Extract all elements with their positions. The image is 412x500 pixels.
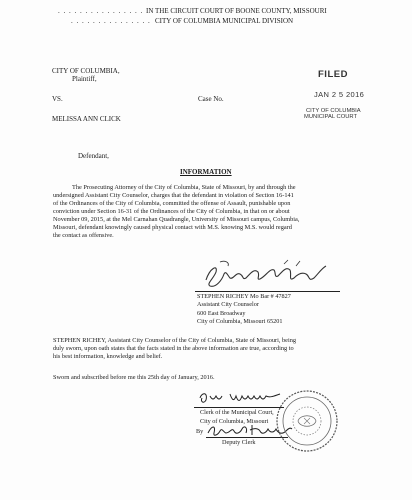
- attorney-title: Assistant City Counselor: [197, 301, 259, 308]
- vs-label: VS.: [52, 95, 63, 103]
- body-line: November 09, 2015, at the Mel Carnahan Quadrangle, University of Missouri campus, Columbia,: [53, 216, 300, 223]
- defendant-name: MELISSA ANN CLICK: [52, 115, 121, 123]
- stamp-court-line1: CITY OF COLUMBIA: [306, 108, 361, 114]
- body-line: conviction under Section 16-31 of the Ordinances of the City of Columbia, in that on or about: [53, 208, 290, 215]
- filed-date: JAN 2 5 2016: [314, 90, 365, 99]
- verification-line: his best information, knowledge and belief.: [53, 353, 163, 360]
- plaintiff-role: Plaintiff,: [72, 75, 97, 83]
- signature-line: [195, 291, 340, 292]
- court-name: IN THE CIRCUIT COURT OF BOONE COUNTY, MISSOURI: [146, 7, 327, 15]
- court-division: CITY OF COLUMBIA MUNICIPAL DIVISION: [155, 17, 294, 25]
- clerk-signature-line: [194, 407, 284, 408]
- attorney-address1: 600 East Broadway: [197, 310, 246, 317]
- clerk-by: By: [196, 428, 204, 435]
- defendant-role: Defendant,: [78, 152, 109, 160]
- sworn-statement: Sworn and subscribed before me this 25th day of January, 2016.: [53, 374, 215, 381]
- plaintiff-name: CITY OF COLUMBIA,: [52, 67, 120, 75]
- body-line: The Prosecuting Attorney of the City of Columbia, State of Missouri, by and through the: [72, 184, 296, 191]
- prosecutor-signature: [200, 258, 330, 290]
- verification-line: duly sworn, upon oath states that the facts stated in the above information are true, according to: [53, 345, 294, 352]
- clerk-line2: City of Columbia, Missouri: [200, 418, 269, 425]
- clerk-signature: [196, 388, 286, 408]
- body-line: of the Ordinances of the City of Columbia, committed the offense of Assault, punishable upon: [53, 200, 291, 207]
- case-no-label: Case No.: [198, 95, 224, 103]
- attorney-address2: City of Columbia, Missouri 65201: [197, 318, 283, 325]
- header-dots: . . . . . . . . . . . . . . . .: [58, 7, 144, 15]
- header-dots: . . . . . . . . . . . . . . .: [71, 17, 151, 25]
- filed-stamp: FILED: [318, 69, 348, 80]
- court-seal: [274, 388, 340, 454]
- body-line: the contact as offensive.: [53, 232, 114, 239]
- verification-line: STEPHEN RICHEY, Assistant City Counselor of the City of Columbia, State of Missouri, being: [53, 337, 297, 344]
- stamp-court-line2: MUNICIPAL COURT: [304, 114, 358, 120]
- body-line: undersigned Assistant City Counselor, charges that the defendant in violation of Section 16-141: [53, 192, 294, 199]
- body-line: Missouri, defendant knowingly caused physical contact with M.S. knowing M.S. would regard: [53, 224, 292, 231]
- attorney-name-bar: STEPHEN RICHEY Mo Bar # 47827: [197, 293, 291, 300]
- clerk-line1: Clerk of the Municipal Court,: [200, 409, 274, 416]
- deputy-clerk-label: Deputy Clerk: [222, 439, 256, 446]
- document-title: INFORMATION: [180, 168, 232, 176]
